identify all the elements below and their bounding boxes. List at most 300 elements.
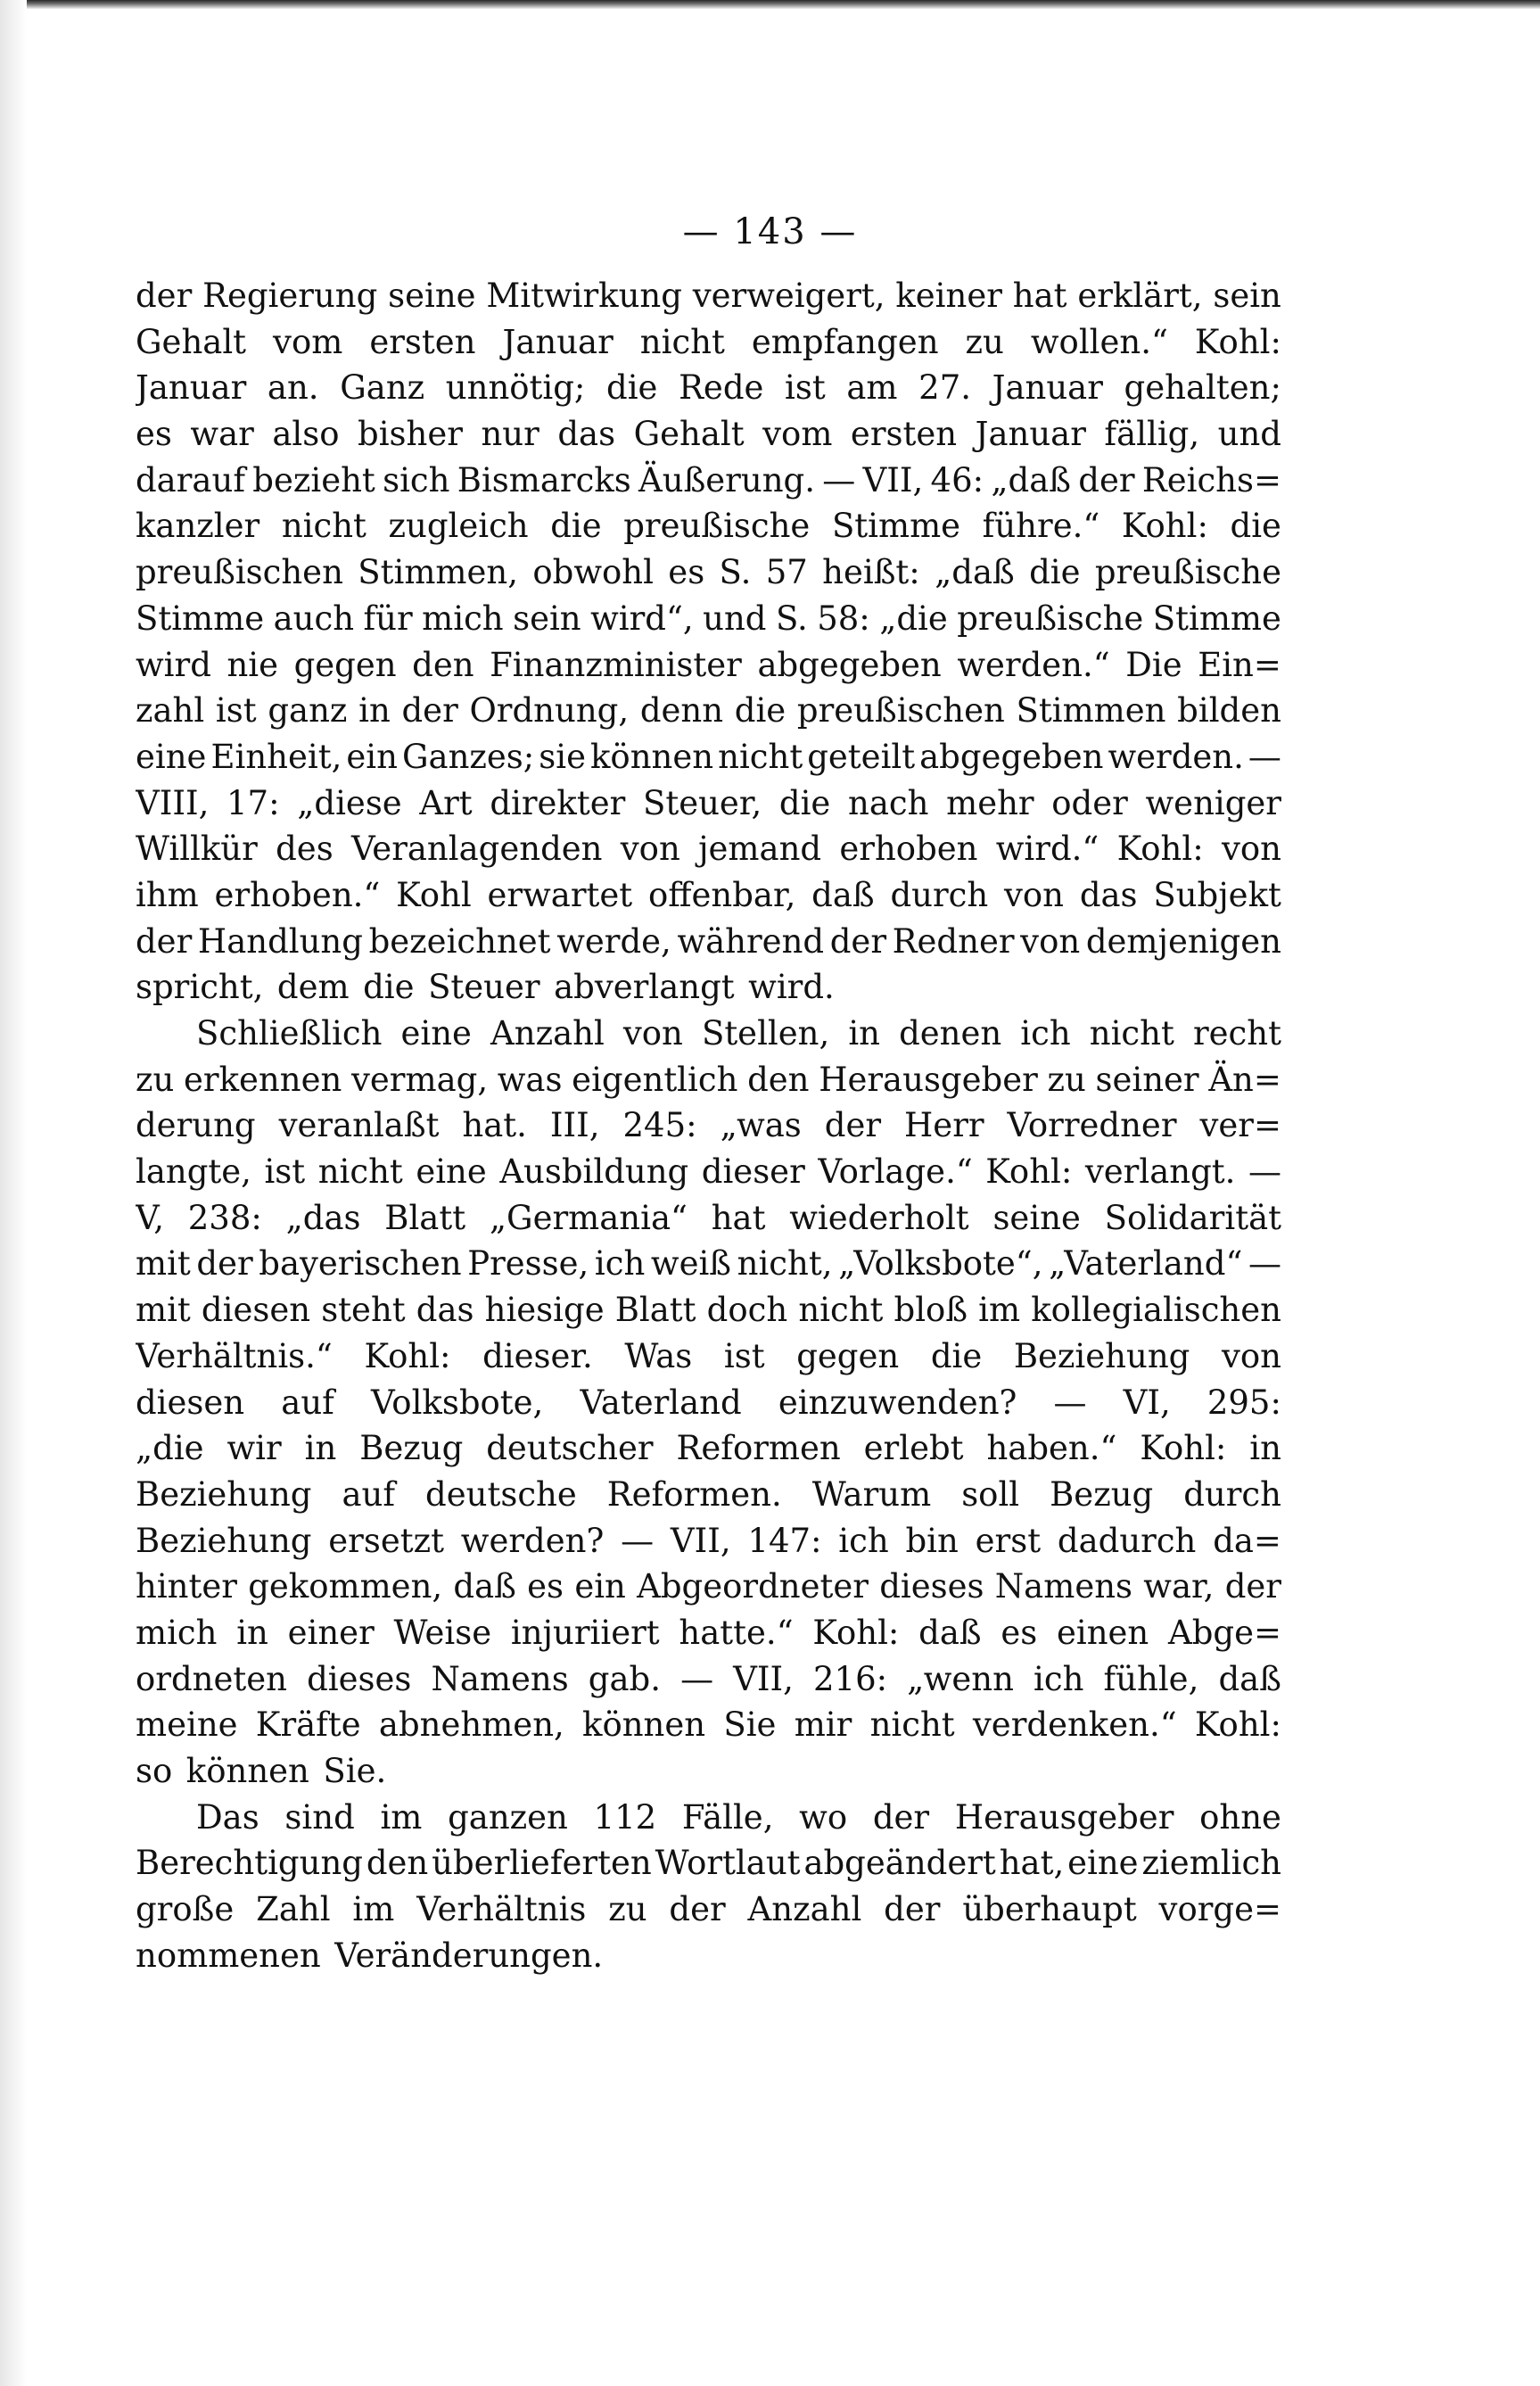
word: nicht xyxy=(639,322,725,361)
word: 112 xyxy=(593,1797,657,1837)
word: da= xyxy=(1213,1521,1281,1560)
word: im xyxy=(352,1890,395,1929)
word: in xyxy=(1249,1429,1281,1468)
word: erkennen xyxy=(184,1060,342,1099)
text-line xyxy=(136,688,1281,734)
word: ersten xyxy=(850,415,958,454)
word: Gehalt xyxy=(136,322,247,361)
word: Einheit, xyxy=(210,737,342,776)
word: im xyxy=(978,1291,1021,1330)
word: durch xyxy=(890,875,989,914)
word: auch xyxy=(273,599,355,638)
word: Veranlagenden xyxy=(350,830,603,869)
word: Die xyxy=(1125,645,1182,684)
word: dadurch xyxy=(1057,1521,1197,1560)
text-line xyxy=(136,780,1281,827)
word: geteilt xyxy=(807,737,916,776)
word: zahl xyxy=(136,691,205,731)
word: abgegeben xyxy=(919,737,1104,776)
word: die xyxy=(1230,507,1281,546)
word: daß xyxy=(453,1567,516,1606)
word: Ein= xyxy=(1198,645,1281,684)
word: von xyxy=(620,830,680,869)
word: zu xyxy=(965,322,1004,361)
text-line xyxy=(136,1887,1281,1933)
word: Ausbildung xyxy=(499,1152,689,1192)
word: von xyxy=(1004,875,1065,914)
word: — xyxy=(1248,1244,1281,1284)
word: erst xyxy=(975,1521,1042,1560)
text-line xyxy=(136,919,1281,965)
word: in xyxy=(848,1014,880,1053)
word: „Germania“ xyxy=(489,1198,688,1237)
word: 245: xyxy=(622,1106,697,1145)
word: mehr xyxy=(946,783,1034,822)
word: wiederholt xyxy=(789,1198,969,1237)
word: der xyxy=(401,691,458,731)
word: verweigert, xyxy=(692,277,885,315)
word: heißt: xyxy=(822,553,920,592)
word: kanzler xyxy=(136,507,260,546)
word: ich xyxy=(1020,1014,1071,1053)
text-line xyxy=(136,1102,1281,1149)
word: V, xyxy=(136,1198,165,1237)
word: erklärt, xyxy=(1077,277,1203,315)
word: Anzahl xyxy=(747,1890,862,1929)
word: jemand xyxy=(698,830,822,869)
word: VII, xyxy=(670,1521,731,1560)
word: von xyxy=(1221,1336,1281,1375)
word: bilden xyxy=(1177,691,1281,731)
text-line xyxy=(136,503,1281,549)
word: 238: xyxy=(187,1198,262,1237)
word: Handlung xyxy=(197,921,363,961)
word: Namens xyxy=(431,1659,569,1698)
word: der xyxy=(1224,1567,1281,1606)
word: abgegeben xyxy=(757,645,942,684)
word: ich xyxy=(1034,1659,1084,1698)
scan-edge-top xyxy=(0,0,1540,9)
word: Fälle, xyxy=(681,1797,774,1837)
word: war xyxy=(190,415,254,454)
word: ein xyxy=(346,737,398,776)
word: Stimmen xyxy=(1016,691,1166,731)
word: Willkür xyxy=(136,830,258,869)
word: bloß xyxy=(894,1291,968,1330)
word: Reformen xyxy=(676,1429,841,1468)
word: nicht xyxy=(718,737,803,776)
word: mir xyxy=(794,1705,852,1745)
word: ersetzt xyxy=(328,1521,444,1560)
word: erhoben.“ xyxy=(214,875,381,914)
text-line xyxy=(136,596,1281,642)
word: Bezug xyxy=(359,1429,464,1468)
word: können xyxy=(582,1705,706,1745)
word: dieses xyxy=(307,1659,412,1698)
text-line xyxy=(136,872,1281,919)
word: in xyxy=(236,1613,268,1652)
word: keiner xyxy=(895,277,1002,315)
word: empfangen xyxy=(751,322,939,361)
word: „das xyxy=(285,1198,361,1237)
word: Redner xyxy=(892,921,1015,961)
text-line xyxy=(136,549,1281,596)
word: 57 xyxy=(765,553,808,592)
word: 147: xyxy=(747,1521,822,1560)
word: und xyxy=(1217,415,1281,454)
word: nicht, xyxy=(737,1244,833,1284)
word: der xyxy=(872,1797,930,1837)
word: ohne xyxy=(1199,1797,1281,1837)
word: VIII, xyxy=(136,783,210,822)
word: 58: xyxy=(817,599,870,638)
word: doch xyxy=(706,1291,788,1330)
word: Namens xyxy=(994,1567,1133,1606)
word: weiß xyxy=(650,1244,732,1284)
word: so xyxy=(136,1752,173,1790)
word: Art xyxy=(419,783,473,822)
text-line xyxy=(136,1840,1281,1887)
word: S. xyxy=(719,553,752,592)
text-line xyxy=(136,411,1281,458)
word: 27. xyxy=(918,368,971,408)
word: es xyxy=(527,1567,564,1606)
word: vom xyxy=(762,415,833,454)
text-line xyxy=(136,826,1281,872)
word: „daß xyxy=(991,460,1072,499)
word: werden? xyxy=(460,1521,605,1560)
word: ist xyxy=(215,691,257,731)
word: durch xyxy=(1183,1474,1281,1514)
word: diesen xyxy=(201,1291,311,1330)
word: hat xyxy=(1012,277,1067,315)
word: Kohl: xyxy=(985,1152,1073,1192)
word: „was xyxy=(720,1106,802,1145)
word: preußische xyxy=(1094,553,1281,592)
word: nach xyxy=(847,783,929,822)
word: können xyxy=(185,1752,309,1790)
word: Stimme xyxy=(136,599,265,638)
word: am xyxy=(846,368,898,408)
word: wo xyxy=(799,1797,848,1837)
word: ver= xyxy=(1199,1106,1281,1145)
word: einer xyxy=(287,1613,375,1652)
word: wird. xyxy=(748,968,835,1007)
word: zu xyxy=(136,1060,175,1099)
word: — xyxy=(1248,1152,1281,1192)
text-line xyxy=(136,964,1281,1011)
word: langte, xyxy=(136,1152,251,1192)
word: hat. xyxy=(462,1106,527,1145)
word: nie xyxy=(226,645,279,684)
word: werden.“ xyxy=(957,645,1110,684)
word: den xyxy=(366,1844,429,1883)
word: Januar xyxy=(992,368,1103,408)
word: ganzen xyxy=(448,1797,568,1837)
word: bezieht xyxy=(252,460,375,499)
word: Steuer xyxy=(428,968,540,1007)
word: Verhältnis.“ xyxy=(136,1336,333,1375)
word: ziemlich xyxy=(1141,1844,1281,1883)
word: „daß xyxy=(935,553,1015,592)
word: hatte.“ xyxy=(679,1613,794,1652)
word: das xyxy=(416,1291,474,1330)
word: überlieferten xyxy=(432,1844,652,1883)
word: ich xyxy=(594,1244,646,1284)
word: der xyxy=(1078,460,1135,499)
word: eine xyxy=(416,1152,487,1192)
word: Reichs= xyxy=(1141,460,1281,499)
word: mich xyxy=(422,599,504,638)
word: die xyxy=(1029,553,1081,592)
word: abgeändert xyxy=(803,1844,996,1883)
word: war, xyxy=(1143,1567,1215,1606)
word: seine xyxy=(388,277,476,315)
word: können xyxy=(590,737,714,776)
text-line xyxy=(136,1057,1281,1103)
word: Presse, xyxy=(467,1244,589,1284)
word: die xyxy=(734,691,786,731)
word: ist xyxy=(264,1152,306,1192)
word: diesen xyxy=(136,1383,245,1422)
word: hat, xyxy=(999,1844,1065,1883)
word: sind xyxy=(284,1797,355,1837)
word: einzuwenden? xyxy=(778,1383,1017,1422)
text-line xyxy=(136,642,1281,689)
text-line xyxy=(136,1380,1281,1426)
word: das xyxy=(1079,875,1138,914)
word: daß xyxy=(918,1613,982,1652)
word: was xyxy=(497,1060,563,1099)
word: verdenken.“ xyxy=(972,1705,1177,1745)
word: eigentlich xyxy=(572,1060,738,1099)
word: kollegialischen xyxy=(1031,1291,1281,1330)
word: Äußerung. xyxy=(638,460,815,499)
text-line xyxy=(136,1702,1281,1748)
scan-edge-left xyxy=(0,0,27,2386)
word: mich xyxy=(136,1613,218,1652)
word: derung xyxy=(136,1106,256,1145)
word: führe.“ xyxy=(982,507,1100,546)
word: bezeichnet xyxy=(368,921,551,961)
body-text xyxy=(136,273,1281,1978)
word: preußische xyxy=(623,507,811,546)
word: bayerischen xyxy=(259,1244,462,1284)
text-line xyxy=(136,273,1281,319)
word: Stimmen, xyxy=(358,553,518,592)
word: fällig, xyxy=(1104,415,1200,454)
word: sein xyxy=(513,599,581,638)
word: abverlangt xyxy=(554,968,735,1007)
word: Gehalt xyxy=(633,415,745,454)
word: Schließlich xyxy=(196,1014,383,1053)
word: bisher xyxy=(358,415,463,454)
word: wird xyxy=(136,645,211,684)
word: dieser xyxy=(701,1152,805,1192)
word: ihm xyxy=(136,875,199,914)
word: es xyxy=(1001,1613,1038,1652)
word: Kohl xyxy=(396,875,472,914)
word: preußische xyxy=(957,599,1144,638)
word: „die xyxy=(879,599,948,638)
word: also xyxy=(272,415,340,454)
word: 46: xyxy=(930,460,984,499)
word: Veränderungen. xyxy=(334,1936,604,1975)
word: ist xyxy=(723,1336,765,1375)
word: denen xyxy=(899,1014,1002,1053)
word: Än= xyxy=(1208,1060,1281,1099)
word: erlebt xyxy=(863,1429,964,1468)
word: nicht xyxy=(1089,1014,1174,1053)
word: abnehmen, xyxy=(378,1705,564,1745)
word: darauf xyxy=(136,460,246,499)
word: 295: xyxy=(1206,1383,1281,1422)
text-line xyxy=(136,1472,1281,1518)
word: demjenigen xyxy=(1085,921,1281,961)
word: soll xyxy=(961,1474,1020,1514)
word: daß xyxy=(811,875,875,914)
text-line xyxy=(136,365,1281,411)
text-line xyxy=(136,1241,1281,1287)
word: Rede xyxy=(679,368,764,408)
word: Ganz xyxy=(340,368,425,408)
word: der xyxy=(829,921,887,961)
word: ersten xyxy=(369,322,476,361)
word: der xyxy=(136,921,193,961)
text-line xyxy=(136,1518,1281,1565)
word: preußischen xyxy=(136,553,343,592)
word: Berechtigung xyxy=(136,1844,363,1883)
word: Abge= xyxy=(1168,1613,1281,1652)
word: es xyxy=(668,553,705,592)
word: an. xyxy=(267,368,319,408)
text-line xyxy=(136,1564,1281,1610)
word: obwohl xyxy=(532,553,654,592)
word: die xyxy=(930,1336,983,1375)
word: weniger xyxy=(1145,783,1281,822)
word: 17: xyxy=(226,783,280,822)
word: sie xyxy=(539,737,586,776)
word: Beziehung xyxy=(136,1474,312,1514)
word: auf xyxy=(342,1474,396,1514)
word: sein xyxy=(1213,277,1281,315)
word: mit xyxy=(136,1244,191,1284)
word: sich xyxy=(383,460,450,499)
word: recht xyxy=(1192,1014,1281,1053)
word: oder xyxy=(1051,783,1128,822)
word: direkter xyxy=(490,783,626,822)
word: Regierung xyxy=(202,277,378,315)
word: preußischen xyxy=(796,691,1005,731)
text-line xyxy=(136,1149,1281,1195)
word: zu xyxy=(608,1890,647,1929)
word: deutscher xyxy=(486,1429,654,1468)
word: veranlaßt xyxy=(278,1106,440,1145)
word: große xyxy=(136,1890,235,1929)
word: Herausgeber xyxy=(819,1060,1038,1099)
word: Vorredner xyxy=(1007,1106,1177,1145)
word: Weise xyxy=(393,1613,492,1652)
word: ich xyxy=(838,1521,889,1560)
word: Reformen. xyxy=(606,1474,782,1514)
text-line xyxy=(136,1011,1281,1057)
word: eine xyxy=(400,1014,472,1053)
word: die xyxy=(550,507,602,546)
word: von xyxy=(1221,830,1281,869)
word: Vorlage.“ xyxy=(818,1152,973,1192)
word: Kräfte xyxy=(255,1705,361,1745)
word: überhaupt xyxy=(962,1890,1137,1929)
text-line xyxy=(136,1933,1281,1979)
word: Stellen, xyxy=(701,1014,830,1053)
word: dieses xyxy=(879,1567,984,1606)
word: wir xyxy=(226,1429,282,1468)
word: Bismarcks xyxy=(457,460,631,499)
word: Ordnung, xyxy=(469,691,630,731)
word: das xyxy=(557,415,616,454)
text-line xyxy=(136,1333,1281,1380)
word: es xyxy=(136,415,172,454)
word: VII, xyxy=(862,460,924,499)
word: ein xyxy=(574,1567,626,1606)
word: eine xyxy=(1067,1844,1139,1883)
word: Stimme xyxy=(831,507,961,546)
word: „wenn xyxy=(907,1659,1014,1698)
word: Januar xyxy=(136,368,247,408)
word: Bezug xyxy=(1050,1474,1154,1514)
word: wird.“ xyxy=(995,830,1099,869)
text-line xyxy=(136,1656,1281,1703)
word: Solidarität xyxy=(1104,1198,1281,1237)
word: Anzahl xyxy=(490,1014,605,1053)
word: ordneten xyxy=(136,1659,287,1698)
text-line xyxy=(136,1287,1281,1333)
word: nicht xyxy=(798,1291,884,1330)
word: seine xyxy=(992,1198,1081,1237)
word: S. xyxy=(775,599,808,638)
word: zugleich xyxy=(388,507,529,546)
word: nicht xyxy=(317,1152,403,1192)
word: Kohl: xyxy=(1116,830,1204,869)
word: während xyxy=(677,921,825,961)
word: einen xyxy=(1056,1613,1149,1652)
word: — xyxy=(1248,737,1281,776)
word: meine xyxy=(136,1705,238,1745)
word: Sie. xyxy=(323,1752,387,1790)
word: Mitwirkung xyxy=(486,277,682,315)
word: vom xyxy=(273,322,343,361)
word: III, xyxy=(549,1106,600,1145)
word: in xyxy=(358,691,391,731)
word: Das xyxy=(196,1797,259,1837)
word: hiesige xyxy=(484,1291,605,1330)
word: — xyxy=(680,1659,714,1698)
word: die xyxy=(778,783,831,822)
text-line xyxy=(136,734,1281,780)
word: eine xyxy=(136,737,207,776)
word: hinter xyxy=(136,1567,237,1606)
word: von xyxy=(622,1014,683,1053)
word: der xyxy=(669,1890,726,1929)
word: Verhältnis xyxy=(416,1890,587,1929)
word: VII, xyxy=(733,1659,794,1698)
word: Subjekt xyxy=(1153,875,1281,914)
word: der xyxy=(884,1890,941,1929)
word: mit xyxy=(136,1291,191,1330)
word: der xyxy=(136,277,193,315)
word: nommenen xyxy=(136,1936,321,1975)
word: Kohl: xyxy=(1194,1705,1281,1745)
